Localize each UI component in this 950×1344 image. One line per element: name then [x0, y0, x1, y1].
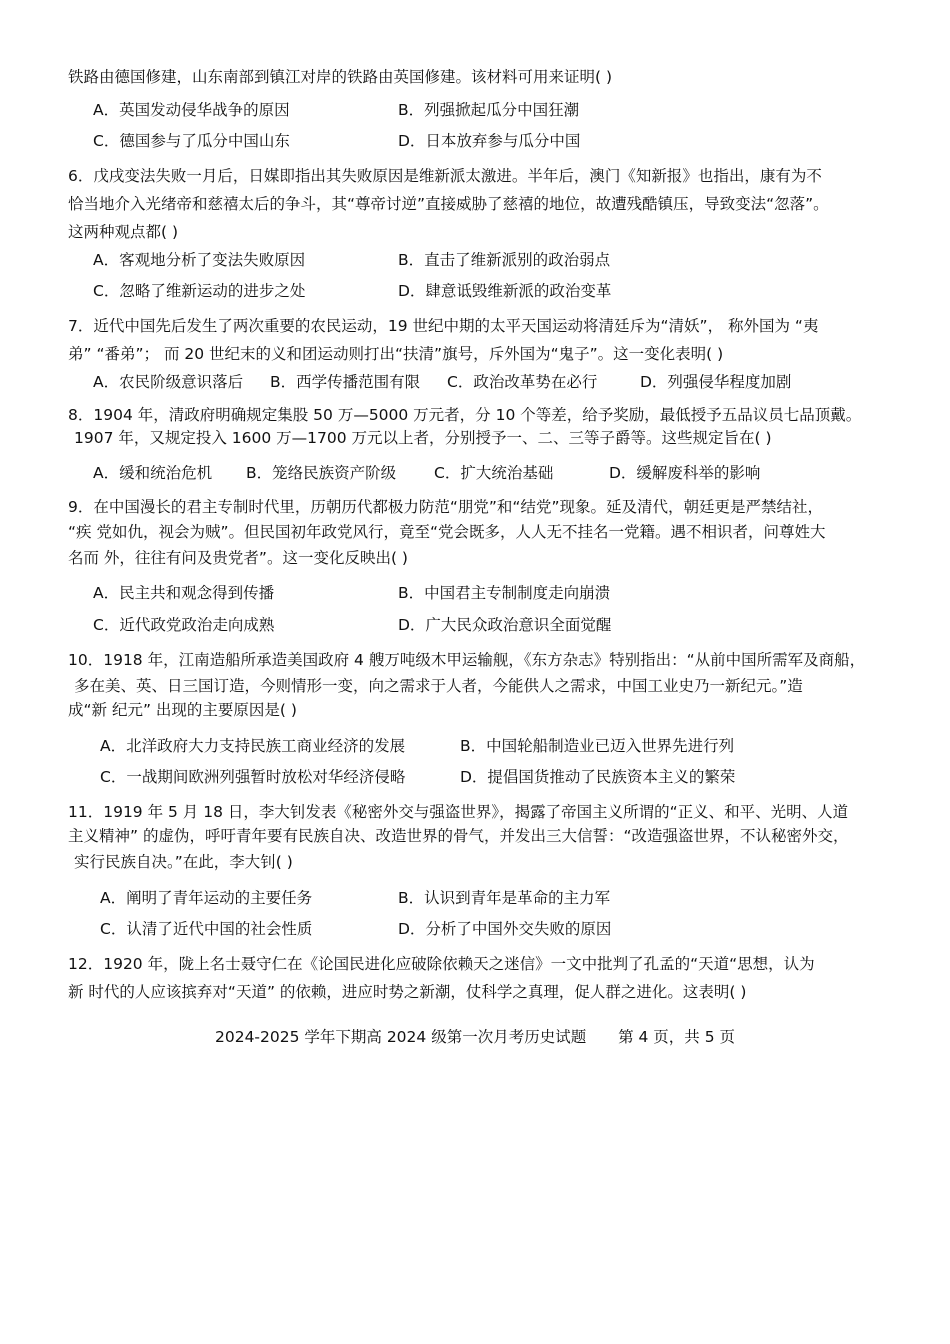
q8-stem-line-2: 1907 年，又规定投入 1600 万—1700 万元以上者，分别授予一、二、三等子爵等。这些规定旨在( ): [74, 429, 772, 447]
q8-option-c: C．扩大统治基础: [434, 464, 554, 482]
q10-stem-line-3: 成“新 纪元” 出现的主要原因是( ): [68, 701, 297, 719]
q8-option-a: A．缓和统治危机: [93, 464, 213, 482]
q10-stem-line-1: 10．1918 年，江南造船所承造美国政府 4 艘万吨级木甲运输舰，《东方杂志》特别指出：“从前中国所需军及商船，: [68, 651, 866, 669]
q11-stem-line-2: 主义精神” 的虚伪，呼吁青年要有民族自决、改造世界的骨气，并发出三大信誓：“改造强盗世界，不认秘密外交，: [68, 827, 849, 845]
q8-stem-line-1: 8．1904 年，清政府明确规定集股 50 万—5000 万元者，分 10 个等差，给予奖励，最低授予五品议员七品顶戴。: [68, 406, 862, 424]
q6-stem-line-3: 这两种观点都( ): [68, 223, 179, 241]
q8-option-d: D．缓解废科举的影响: [609, 464, 761, 482]
q6-option-d: D．肆意诋毁维新派的政治变革: [398, 282, 612, 300]
q7-stem-line-2: 弟” “番弟”； 而 20 世纪末的义和团运动则打出“扶清”旗号，斥外国为“鬼子”。这一变化表明( ): [68, 345, 724, 363]
q10-option-b: B．中国轮船制造业已迈入世界先进行列: [460, 737, 735, 755]
q6-stem-line-2: 恰当地介入光绪帝和慈禧太后的争斗，其“尊帝讨逆”直接威胁了慈禧的地位，故遭残酷镇压，导致变法“忽落”。: [68, 195, 829, 213]
q10-option-d: D．提倡国货推动了民族资本主义的繁荣: [460, 768, 736, 786]
q10-option-a: A．北洋政府大力支持民族工商业经济的发展: [100, 737, 406, 755]
q11-option-a: A．阐明了青年运动的主要任务: [100, 889, 313, 907]
q5-option-c: C．德国参与了瓜分中国山东: [93, 132, 290, 150]
q6-stem-line-1: 6．戊戌变法失败一月后，日媒即指出其失败原因是维新派太激进。半年后，澳门《知新报》也指出，康有为不: [68, 167, 822, 185]
q6-option-c: C．忽略了维新运动的进步之处: [93, 282, 306, 300]
q7-option-d: D．列强侵华程度加剧: [640, 373, 792, 391]
q10-stem-line-2: 多在美、英、日三国订造，今则情形一变，向之需求于人者，今能供人之需求，中国工业史乃一新纪元。”造: [74, 677, 803, 695]
footer-exam-title: 2024-2025 学年下期高 2024 级第一次月考历史试题: [214, 1028, 587, 1046]
q11-option-c: C．认清了近代中国的社会性质: [100, 920, 313, 938]
q5-option-d: D．日本放弃参与瓜分中国: [398, 132, 581, 150]
q5-stem-line-1: 铁路由德国修建，山东南部到镇江对岸的铁路由英国修建。该材料可用来证明( ): [68, 68, 613, 86]
q9-stem-line-3: 名而 外，往往有问及贵党者”。这一变化反映出( ): [68, 549, 408, 567]
q11-stem-line-3: 实行民族自决。”在此，李大钊( ): [74, 853, 293, 871]
q12-stem-line-1: 12．1920 年，陇上名士聂守仁在《论国民进化应破除依赖天之迷信》一文中批判了孔孟的“天道“思想，认为: [68, 955, 815, 973]
q11-option-d: D．分析了中国外交失败的原因: [398, 920, 612, 938]
q8-option-b: B．笼络民族资产阶级: [246, 464, 397, 482]
q5-option-b: B．列强掀起瓜分中国狂潮: [398, 101, 580, 119]
q5-option-a: A．英国发动侵华战争的原因: [93, 101, 290, 119]
q11-option-b: B．认识到青年是革命的主力军: [398, 889, 611, 907]
q7-option-c: C．政治改革势在必行: [447, 373, 598, 391]
q7-option-b: B．西学传播范围有限: [270, 373, 421, 391]
q9-option-c: C．近代政党政治走向成熟: [93, 616, 275, 634]
q7-stem-line-1: 7．近代中国先后发生了两次重要的农民运动，19 世纪中期的太平天国运动将清廷斥为“清妖”， 称外国为 “夷: [68, 317, 819, 335]
q12-stem-line-2: 新 时代的人应该摈弃对“天道” 的依赖，进应时势之新潮，仗科学之真理，促人群之进化。这表明( ): [68, 983, 747, 1001]
q9-option-a: A．民主共和观念得到传播: [93, 584, 275, 602]
q10-option-c: C．一战期间欧洲列强暂时放松对华经济侵略: [100, 768, 406, 786]
q6-option-b: B．直击了维新派别的政治弱点: [398, 251, 611, 269]
footer-page-info: 第 4 页，共 5 页: [618, 1028, 736, 1046]
page-footer: [0, 1027, 950, 1047]
q7-option-a: A．农民阶级意识落后: [93, 373, 244, 391]
q9-option-d: D．广大民众政治意识全面觉醒: [398, 616, 612, 634]
q11-stem-line-1: 11．1919 年 5 月 18 日，李大钊发表《秘密外交与强盗世界》，揭露了帝国主义所谓的“正义、和平、光明、人道: [68, 803, 849, 821]
q6-option-a: A．客观地分析了变法失败原因: [93, 251, 306, 269]
q9-stem-line-2: “疾 党如仇，视会为贼”。但民国初年政党风行，竟至“党会既多，人人无不挂名一党籍。遇不相识者，问尊姓大: [68, 523, 826, 541]
q9-stem-line-1: 9．在中国漫长的君主专制时代里，历朝历代都极力防范“朋党”和“结党”现象。延及清代，朝廷更是严禁结社，: [68, 498, 823, 516]
q9-option-b: B．中国君主专制制度走向崩溃: [398, 584, 611, 602]
